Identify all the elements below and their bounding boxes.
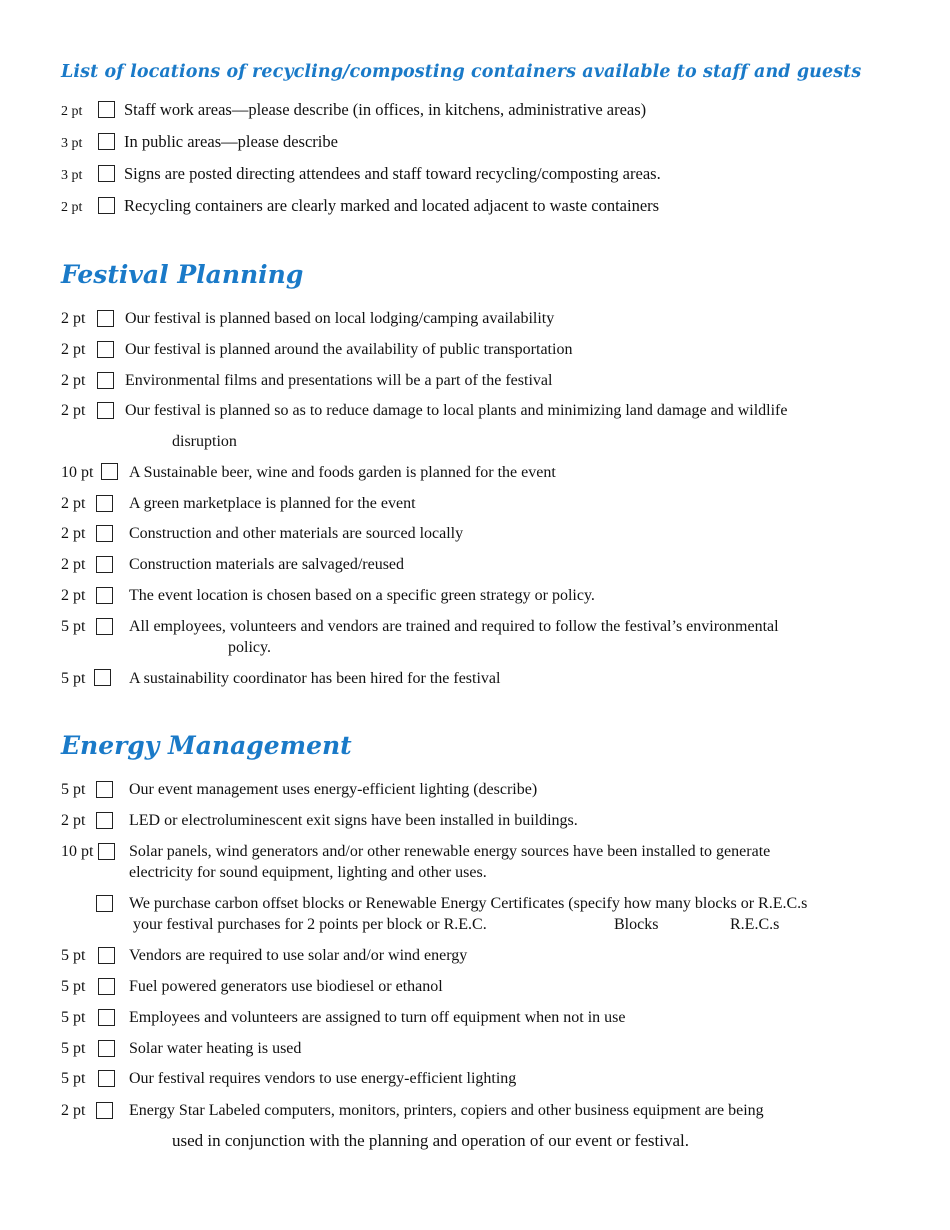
item-text: Our festival is planned so as to reduce damage to local plants and minimizing land damage and wildlife [125,402,788,419]
item-text: Construction materials are salvaged/reused [129,556,405,573]
points-label: 5 pt [61,1009,86,1026]
points-label: 5 pt [61,618,86,635]
item-text-continued: used in conjunction with the planning and operation of our event or festival. [172,1131,689,1150]
item-text: Construction and other materials are sourced locally [129,525,464,542]
points-label: 2 pt [61,104,83,119]
points-label: 3 pt [61,168,83,183]
item-text: Staff work areas—please describe (in offices, in kitchens, administrative areas) [124,100,647,119]
points-label: 2 pt [61,812,86,829]
points-label: 2 pt [61,587,86,604]
checkbox[interactable] [97,341,114,358]
blocks-label: Blocks [614,916,659,933]
points-label: 2 pt [61,341,86,358]
recs-label: R.E.C.s [730,916,780,933]
item-text-continued: policy. [228,639,271,656]
checkbox[interactable] [101,463,118,480]
points-label: 2 pt [61,200,83,215]
checkbox[interactable] [96,781,113,798]
points-label: 2 pt [61,372,86,389]
points-label: 2 pt [61,1102,86,1119]
festival-planning-heading: Festival Planning [61,260,304,289]
points-label: 5 pt [61,781,86,798]
points-label: 3 pt [61,136,83,151]
points-label: 5 pt [61,1070,86,1087]
checkbox[interactable] [96,556,113,573]
checkbox[interactable] [98,843,115,860]
item-text: Our festival requires vendors to use energy-efficient lighting [129,1070,517,1087]
item-text: Signs are posted directing attendees and staff toward recycling/composting areas. [124,164,661,183]
points-label: 5 pt [61,947,86,964]
item-text: Vendors are required to use solar and/or wind energy [129,947,468,964]
item-text: All employees, volunteers and vendors are trained and required to follow the festival’s environmental [129,618,779,635]
item-text: A Sustainable beer, wine and foods garden is planned for the event [129,464,556,481]
item-text-continued: your festival purchases for 2 points per block or R.E.C. [133,916,487,933]
checkbox[interactable] [98,197,115,214]
item-text: Our festival is planned based on local lodging/camping availability [125,310,555,327]
points-label: 2 pt [61,402,86,419]
checkbox[interactable] [96,812,113,829]
item-text: We purchase carbon offset blocks or Renewable Energy Certificates (specify how many blocks or R.E.C.s [129,895,808,912]
points-label: 2 pt [61,556,86,573]
checkbox[interactable] [97,310,114,327]
checkbox[interactable] [96,1102,113,1119]
item-text: Environmental films and presentations will be a part of the festival [125,372,553,389]
checkbox[interactable] [98,947,115,964]
points-label: 2 pt [61,525,86,542]
points-label: 5 pt [61,670,86,687]
item-text: Fuel powered generators use biodiesel or ethanol [129,978,443,995]
checkbox[interactable] [97,402,114,419]
points-label: 10 pt [61,464,94,481]
checkbox[interactable] [94,669,111,686]
points-label: 2 pt [61,310,86,327]
item-text-continued: electricity for sound equipment, lighting and other uses. [129,864,487,881]
checkbox[interactable] [96,618,113,635]
item-text: A sustainability coordinator has been hired for the festival [129,670,501,687]
energy-management-heading: Energy Management [61,731,352,760]
points-label: 10 pt [61,843,94,860]
checkbox[interactable] [96,525,113,542]
item-text: LED or electroluminescent exit signs have been installed in buildings. [129,812,578,829]
recycling-heading: List of locations of recycling/composting containers available to staff and guests [61,62,862,82]
checkbox[interactable] [98,978,115,995]
points-label: 2 pt [61,495,86,512]
item-text: Our festival is planned around the availability of public transportation [125,341,573,358]
item-text: A green marketplace is planned for the event [129,495,416,512]
checkbox[interactable] [98,1070,115,1087]
checkbox[interactable] [98,165,115,182]
item-text: The event location is chosen based on a specific green strategy or policy. [129,587,595,604]
item-text: Energy Star Labeled computers, monitors, printers, copiers and other business equipment are being [129,1102,764,1119]
item-text: Employees and volunteers are assigned to turn off equipment when not in use [129,1009,626,1026]
checkbox[interactable] [98,1040,115,1057]
item-text: Recycling containers are clearly marked and located adjacent to waste containers [124,196,660,215]
checkbox[interactable] [96,895,113,912]
item-text: In public areas—please describe [124,132,338,151]
item-text-continued: disruption [172,433,237,450]
points-label: 5 pt [61,1040,86,1057]
checkbox[interactable] [96,495,113,512]
checkbox[interactable] [98,1009,115,1026]
item-text: Our event management uses energy-efficient lighting (describe) [129,781,538,798]
points-label: 5 pt [61,978,86,995]
checkbox[interactable] [98,101,115,118]
item-text: Solar panels, wind generators and/or other renewable energy sources have been installed to generate [129,843,771,860]
checkbox[interactable] [97,372,114,389]
checkbox[interactable] [98,133,115,150]
checkbox[interactable] [96,587,113,604]
item-text: Solar water heating is used [129,1040,302,1057]
